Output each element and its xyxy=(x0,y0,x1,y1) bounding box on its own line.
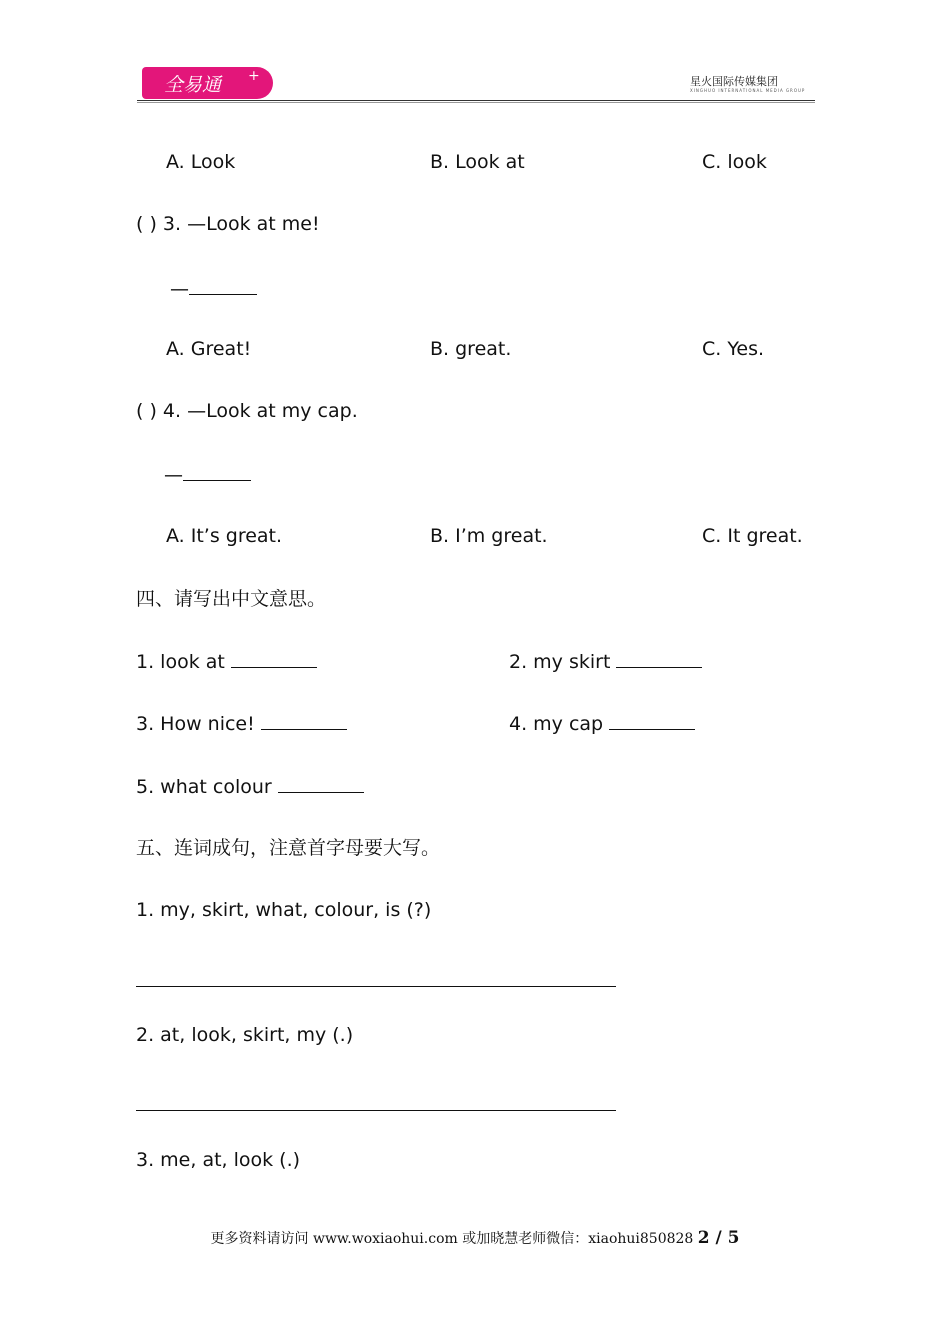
s4-item-5-label: 5. what colour xyxy=(136,776,272,798)
logo-text: 全易通 xyxy=(164,74,222,96)
publisher-subtitle: XINGHUO INTERNATIONAL MEDIA GROUP xyxy=(690,88,806,93)
q3-stem: ( ) 3. —Look at me! xyxy=(136,213,320,235)
q3-option-c: C. Yes. xyxy=(702,338,765,360)
footer-text: 更多资料请访问 www.woxiaohui.com 或加晓慧老师微信：xiaohui850828 xyxy=(210,1231,694,1247)
s5-item-1: 1. my, skirt, what, colour, is (?) xyxy=(136,899,432,921)
s4-item-5 xyxy=(136,774,364,799)
s4-item-2-blank[interactable] xyxy=(616,649,702,668)
q4-option-c: C. It great. xyxy=(702,525,803,547)
page-footer xyxy=(0,1228,950,1248)
s4-item-2 xyxy=(509,649,702,674)
s4-item-4-blank[interactable] xyxy=(609,711,695,730)
publisher-name: 星火国际传媒集团 xyxy=(690,75,778,88)
section4-title: 四、请写出中文意思。 xyxy=(136,588,327,610)
q2-option-a: A. Look xyxy=(166,151,236,173)
q4-reply xyxy=(164,462,251,487)
s4-item-3-blank[interactable] xyxy=(261,711,347,730)
brand-logo xyxy=(142,67,273,99)
s4-item-4-label: 4. my cap xyxy=(509,713,604,735)
s4-item-3-label: 3. How nice! xyxy=(136,713,255,735)
s4-item-2-label: 2. my skirt xyxy=(509,651,611,673)
q4-stem: ( ) 4. —Look at my cap. xyxy=(136,400,358,422)
page-number: 2 / 5 xyxy=(697,1228,740,1248)
s4-item-1 xyxy=(136,649,317,674)
section5-title: 五、连词成句，注意首字母要大写。 xyxy=(136,837,441,859)
s4-item-4 xyxy=(509,711,695,736)
s4-item-5-blank[interactable] xyxy=(278,774,364,793)
header-divider xyxy=(137,100,815,101)
q3-reply xyxy=(170,276,257,301)
s5-item-3: 3. me, at, look (.) xyxy=(136,1149,301,1171)
s5-item-2: 2. at, look, skirt, my (.) xyxy=(136,1024,354,1046)
q4-answer-blank[interactable] xyxy=(183,462,251,481)
logo-spark: + xyxy=(248,68,260,84)
s5-item-1-answer-line[interactable] xyxy=(136,986,616,987)
q3-option-b: B. great. xyxy=(430,338,512,360)
q2-option-b: B. Look at xyxy=(430,151,525,173)
q4-option-a: A. It’s great. xyxy=(166,525,283,547)
q3-answer-blank[interactable] xyxy=(189,276,257,295)
q4-reply-dash: — xyxy=(164,464,183,486)
s4-item-1-blank[interactable] xyxy=(231,649,317,668)
q3-reply-dash: — xyxy=(170,278,189,300)
s5-item-2-answer-line[interactable] xyxy=(136,1110,616,1111)
s4-item-1-label: 1. look at xyxy=(136,651,225,673)
q2-option-c: C. look xyxy=(702,151,767,173)
q4-option-b: B. I’m great. xyxy=(430,525,548,547)
s4-item-3 xyxy=(136,711,347,736)
header-divider-secondary xyxy=(137,102,815,103)
q3-option-a: A. Great! xyxy=(166,338,252,360)
